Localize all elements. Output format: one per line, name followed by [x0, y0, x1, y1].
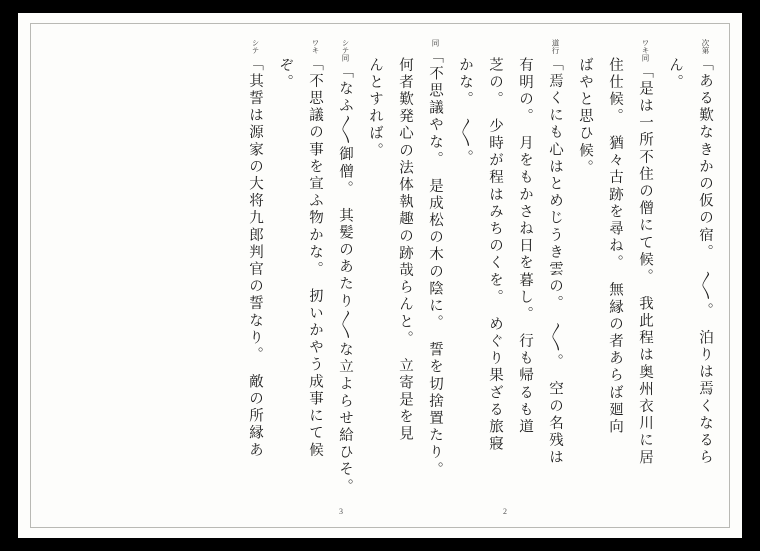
column-text: 「不思議の事を宣ふ物かな。 扨いかやう成事にて候 — [307, 56, 323, 460]
text-column — [382, 39, 412, 477]
column-text: んとすれば。 — [367, 57, 383, 160]
column-text: 「ある歎なきかの仮の宿。 〳〵。 泊りは焉くなるら — [697, 56, 713, 467]
speaker-marker: シテ同 — [341, 39, 350, 62]
column-text: 住仕候。 猶々古跡を尋ね。 無縁の者あらば廻向 — [607, 57, 623, 436]
book-page — [18, 13, 742, 538]
page-number-left: 3 — [339, 507, 343, 516]
column-text: ぞ。 — [277, 57, 293, 92]
column-text: 「なふ〳〵御僧。 其髪のあたり〳〵な立よらせ給ひそ。 — [337, 63, 353, 496]
text-column — [652, 39, 682, 477]
text-column — [622, 39, 653, 467]
text-column — [562, 39, 592, 477]
text-column — [292, 39, 322, 459]
speaker-marker: 次第 — [701, 39, 710, 54]
text-column — [442, 39, 472, 477]
text-column — [412, 39, 443, 479]
text-column — [352, 39, 382, 477]
text-column — [682, 39, 713, 467]
speaker-marker: ワキ同 — [641, 39, 650, 62]
column-text: 「其誓は源家の大将九郎判官の誓なり。 敵の所縁あ — [247, 56, 263, 460]
column-text: 芝の。 少時が程はみちのくを。 めぐり果ざる旅寢 — [487, 57, 503, 453]
text-column — [232, 39, 262, 459]
text-spread — [48, 39, 712, 498]
text-column — [322, 39, 353, 496]
speaker-marker: 同 — [431, 39, 440, 47]
column-text: ん。 — [667, 57, 683, 92]
speaker-marker: ワキ — [311, 39, 320, 54]
text-column — [502, 39, 532, 477]
text-column — [262, 39, 292, 477]
text-column — [472, 39, 502, 477]
column-text: 何者歎発心の法体執趣の跡哉らんと。 立寄是を見 — [397, 57, 413, 444]
column-text: 「是は一所不住の僧にて候。 我此程は奥州衣川に居 — [637, 63, 653, 467]
text-column — [532, 39, 563, 467]
column-text: ばやと思ひ候。 — [577, 57, 593, 177]
text-column — [592, 39, 622, 477]
column-text: 「不思議やな。 是成松の木の陰に。 誓を切捨置たり。 — [427, 48, 443, 479]
column-text: 有明の。 月をもかさね日を暮し。 行も帰るも道 — [517, 57, 533, 436]
column-text: かな。 〳〵。 — [457, 57, 473, 167]
speaker-marker: 道行 — [551, 39, 560, 54]
column-text: 「焉くにも心はとめじうき雲の。 〳〵。 空の名残は — [547, 56, 563, 467]
page-number-right: 2 — [503, 507, 507, 516]
speaker-marker: シテ — [251, 39, 260, 54]
